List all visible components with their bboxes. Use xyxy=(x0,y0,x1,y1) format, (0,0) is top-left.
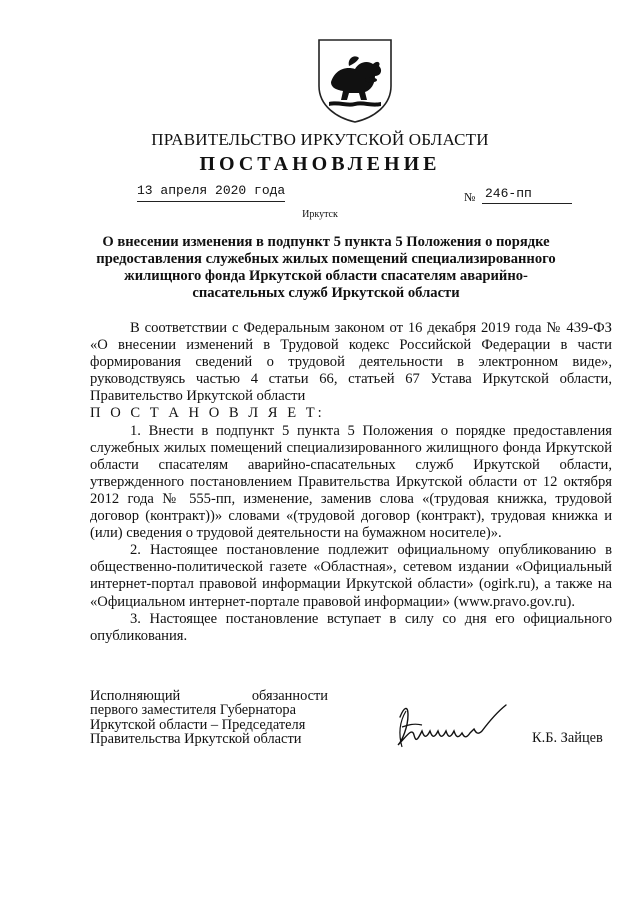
handwritten-signature-icon xyxy=(378,687,518,757)
item-2-paragraph: 2. Настоящее постановление подлежит официальному опубликованию в общественно-политической газете «Областная», сетевом издании «Официальный интернет-портал правовой информации Иркутской области» (ogirk.ru), а также на «Официальном интернет-портале правовой информации» (www.pravo.gov.ru). xyxy=(90,542,612,610)
intro-paragraph: В соответствии с Федеральным законом от 16 декабря 2019 года № 439-ФЗ «О внесении изменений в Трудовой кодекс Российской Федерации в части формирования сведений о трудовой деятельности в электронном виде», руководствуясь частью 4 статьи 66, статьей 67 Устава Иркутской области, Правительство Иркутской области xyxy=(90,320,612,405)
document-body xyxy=(90,320,612,645)
document-number: 246-пп xyxy=(485,186,532,201)
signer-line-2: первого заместителя Губернатора xyxy=(90,702,296,719)
signer-line-1-left: Исполняющий xyxy=(90,688,181,704)
signer-line-1-right: обязанности xyxy=(251,688,328,704)
signer-line-3: Иркутской области – Председателя xyxy=(90,716,306,733)
city-name: Иркутск xyxy=(302,209,338,220)
number-sign: № xyxy=(464,190,476,204)
number-underline xyxy=(482,203,572,204)
decree-heading: П О С Т А Н О В Л Я Е Т: xyxy=(90,405,325,422)
document-date: 13 апреля 2020 года xyxy=(137,183,286,198)
signer-name: К.Б. Зайцев xyxy=(532,730,603,746)
signer-position xyxy=(90,689,328,747)
item-3-paragraph: 3. Настоящее постановление вступает в силу со дня его официального опубликования. xyxy=(90,610,612,644)
government-name: ПРАВИТЕЛЬСТВО ИРКУТСКОЙ ОБЛАСТИ xyxy=(151,130,489,149)
date-underline xyxy=(137,201,285,202)
item-1-paragraph: 1. Внести в подпункт 5 пункта 5 Положения о порядке предоставления служебных жилых помещений специализированного жилищного фонда Иркутской области спасателям аварийно-спасательных служб Иркутской области, утвержденного постановлением Правительства Иркутской области от 12 октября 2012 года № 555-пп, изменение, заменив слова «(трудовая книжка, трудовой договор (контракт))» словами «(трудовой договор (контракт), трудовая книжка и (или) сведения о трудовой деятельности на бумажном носителе)». xyxy=(90,422,612,542)
document-subject: О внесении изменения в подпункт 5 пункта 5 Положения о порядке предоставления служебных жилых помещений специализированного жилищного фонда Иркутской области спасателям аварийно-спасательных служб Иркутской области xyxy=(96,234,556,301)
signer-line-4: Правительства Иркутской области xyxy=(90,731,302,748)
signer-line-1 xyxy=(90,689,328,703)
document-type: ПОСТАНОВЛЕНИЕ xyxy=(199,153,441,175)
irkutsk-coat-of-arms-icon xyxy=(315,36,395,124)
